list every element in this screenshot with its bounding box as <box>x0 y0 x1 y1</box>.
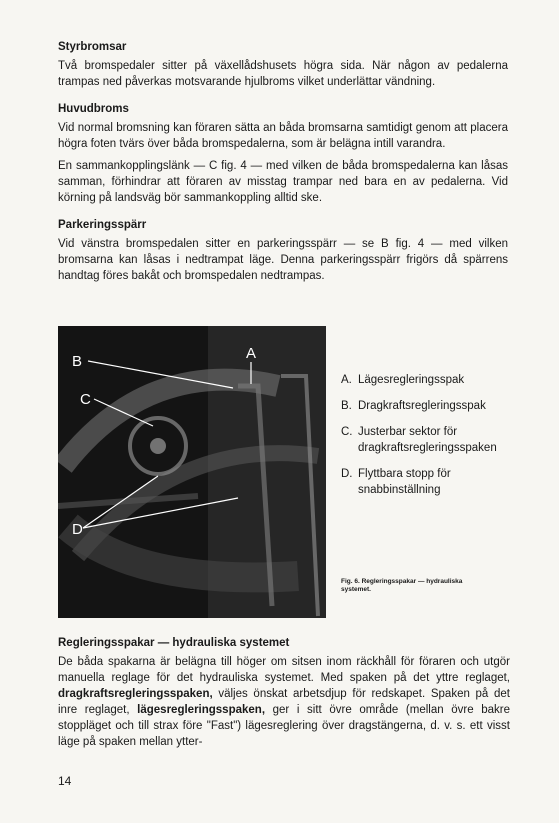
legend-item <box>341 372 521 388</box>
text-huvudbroms-1: Vid normal bromsning kan föraren sätta an båda bromsarna samtidigt genom att placera högra foten tvärs över båda bromspedalerna, som är belägna intill varandra. <box>58 122 508 150</box>
section-huvudbroms <box>58 102 508 206</box>
text-huvudbroms-2: En sammankopplingslänk — C fig. 4 — med vilken de båda bromspedalerna kan låsas samman, förhindrar att föraren av misstag trampar ned bara en av pedalerna. Vid körning på landsväg bör sammankoppling alltid ske. <box>58 160 508 204</box>
text-regleringsspakar <box>58 654 510 750</box>
photo-label-c: C <box>80 391 91 408</box>
heading-styrbromsar: Styrbromsar <box>58 41 127 53</box>
text-part: väljes önskat arbetsdjup för redskapet. Spaken på det inre reglaget, <box>58 688 510 716</box>
legend-key: C. <box>341 426 353 438</box>
legend-item <box>341 466 521 498</box>
legend-item <box>341 424 521 456</box>
heading-parkering: Parkeringsspärr <box>58 219 147 231</box>
photo-illustration <box>58 326 326 618</box>
section-parkering <box>58 218 508 284</box>
figure-legend <box>341 372 521 508</box>
photo-label-d: D <box>72 521 83 538</box>
photo-label-a: A <box>246 345 257 362</box>
bold-term: dragkraftsregleringsspaken, <box>58 688 213 700</box>
legend-text: Flyttbara stopp för snabbinställning <box>358 468 451 496</box>
legend-text: Dragkraftsregleringsspak <box>358 400 486 412</box>
text-part: ger i sitt övre område (mellan övre bakre stoppläget och till strax före "Fast") lägesreglering över dragstängerna, d. v. s. ett visst läge på spaken mellan ytter- <box>58 704 511 748</box>
legend-key: D. <box>341 468 353 480</box>
text-parkering: Vid vänstra bromspedalen sitter en parkeringsspärr — se B fig. 4 — med vilken bromsarna kan låsas i nedtrampat läge. Denna parkeringsspärr frigörs då spärrens handtag föres bakåt och bromspedalen nedtrampas. <box>58 238 508 282</box>
page-number: 14 <box>58 774 72 788</box>
photo-label-b: B <box>72 353 83 370</box>
legend-text: Lägesregleringsspak <box>358 374 465 386</box>
legend-text: Justerbar sektor för dragkraftsregleringsspaken <box>358 426 497 454</box>
hydraulic-levers-photo <box>58 326 326 618</box>
heading-regleringsspakar: Regleringsspakar — hydrauliska systemet <box>58 637 290 649</box>
legend-key: B. <box>341 400 352 412</box>
text-part: De båda spakarna är belägna till höger om sitsen inom räckhåll för föraren och utgör manuella reglage för det hydrauliska systemet. Med spaken på det yttre reglaget, <box>58 656 510 684</box>
bold-term: lägesregleringsspaken, <box>137 704 266 716</box>
legend-item <box>341 398 521 414</box>
section-regleringsspakar <box>58 636 510 756</box>
figure-caption: Fig. 6. Regleringsspakar — hydrauliska systemet. <box>341 578 463 593</box>
text-styrbromsar: Två bromspedaler sitter på växellådshusets högra sida. När någon av pedalerna trampas ned påverkas motsvarande hjulbroms vilket underlättar vändning. <box>58 60 508 88</box>
section-styrbromsar <box>58 40 508 90</box>
heading-huvudbroms: Huvudbroms <box>58 103 129 115</box>
page-content <box>58 40 508 296</box>
legend-key: A. <box>341 374 352 386</box>
